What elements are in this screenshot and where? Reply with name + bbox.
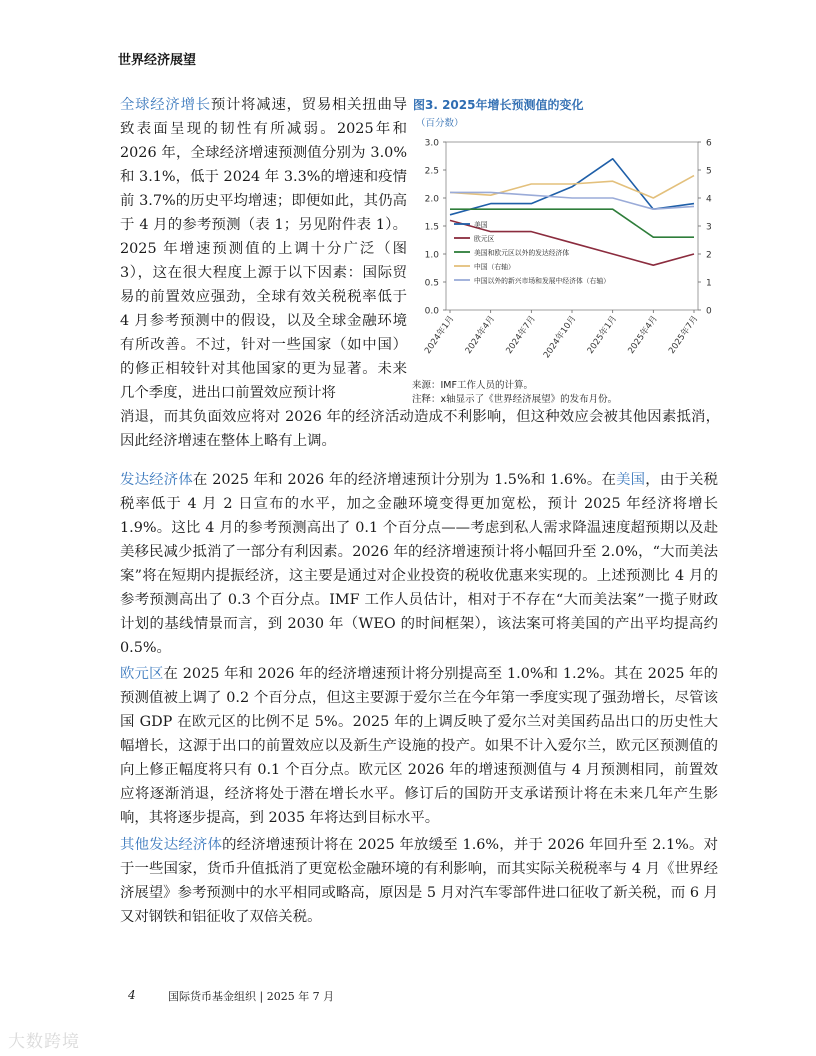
keyword-advanced-economies: 发达经济体 (120, 472, 193, 488)
figure-title: 图3. 2025年增长预测值的变化 (413, 98, 584, 112)
legend-label: 中国（右轴） (474, 263, 515, 271)
left-tick-label: 2.5 (424, 166, 439, 177)
figure-note: 注释：x轴显示了《世界经济展望》的发布月份。 (412, 394, 618, 405)
paragraph-text: 在 2025 年和 2026 年的经济增速预计将分别提高至 1.0%和 1.2%。其在 2025 年的预测值被上调了 0.2 个百分点，但这主要源于爱尔兰在今年第一季度实现了强劲增长，尽管该国 GDP 在欧元区的比例不足 5%。2025 年的上调反映了爱尔兰对美国药品出口的历史性大幅增长，这源于出口的前置效应以及新生产设施的投产。如果不计入爱尔兰，欧元区预测值的向上修正幅度将只有 0.1 个百分点。欧元区 2026 年的增速预测值与 4 月预测相同，前置效应将逐渐消退，经济将处于潜在增长水平。修订后的国防开支承诺预计将在未来几年产生影响，其将逐步提高，到 2035 年将达到目标水平。 (120, 666, 718, 826)
paragraph-global-growth (120, 93, 407, 405)
x-tick-label: 2025年4月 (626, 313, 660, 356)
figure-subtitle: （百分数） (416, 118, 464, 129)
left-tick-label: 3.0 (424, 138, 439, 149)
paragraph-text: ，由于关税税率低于 4 月 2 日宣布的水平，加之金融环境变得更加宽松，预计 2025 年经济将增长 1.9%。这比 4 月的参考预测高出了 0.1 个百分点——考虑到私人需求降温速度超预期以及赴美移民减少抵消了一部分有利因素。2026 年的经济增速预计将小幅回升至 2.0%，“大而美法案”将在短期内提振经济，这主要是通过对企业投资的税收优惠来实现的。上述预测比 4 月的参考预测高出了 0.3 个百分点。IMF 工作人员估计，相对于不存在“大而美法案”一揽子财政计划的基线情景而言，到 2030 年（WEO 的时间框架），该法案可将美国的产出平均提高约 0.5%。 (120, 472, 718, 656)
paragraph-advanced-economies (120, 468, 718, 660)
x-tick-label: 2024年10月 (541, 313, 579, 361)
keyword-euro-area: 欧元区 (120, 666, 164, 682)
paragraph-text: 在 2025 年和 2026 年的经济增速预计分别为 1.5%和 1.6%。在 (192, 472, 617, 488)
series-line (450, 159, 694, 215)
right-tick-label: 5 (706, 166, 712, 177)
right-tick-label: 6 (706, 138, 712, 149)
left-tick-label: 2.0 (424, 194, 439, 205)
figure-source: 来源：IMF工作人员的计算。 (412, 380, 533, 391)
left-tick-label: 1.5 (424, 222, 439, 233)
legend-label: 中国以外的新兴市场和发展中经济体（右轴） (474, 277, 610, 285)
footer-text: 国际货币基金组织 | 2025 年 7 月 (168, 990, 335, 1003)
legend-label: 美国和欧元区以外的发达经济体 (474, 249, 570, 257)
x-tick-label: 2024年1月 (423, 313, 457, 356)
x-tick-label: 2025年1月 (585, 313, 620, 356)
paragraph-text: 预计将减速，贸易相关扭曲导致表面呈现的韧性有所减弱。2025年和 2026 年，全球经济增速预测值分别为 3.0%和 3.1%，低于 2024 年 3.3%的增速和疫情前 3.7%的历史平均增速；即便如此，其仍高于 4 月的参考预测（表 1；另见附件表 1）。2025 年增速预测值的上调十分广泛（图 3），这在很大程度上源于以下因素：国际贸易的前置效应强劲，全球有效关税税率低于 4 月参考预测中的假设，以及全球金融环境有所改善。不过，针对一些国家（如中国）的修正相较针对其他国家的更为显著。未来几个季度，进出口前置效应预计将 (120, 97, 407, 401)
paragraph-euro-area (120, 662, 718, 830)
legend-label: 欧元区 (474, 235, 495, 243)
running-header: 世界经济展望 (118, 53, 197, 68)
watermark: 大数跨境 (8, 1032, 80, 1052)
paragraph-global-growth-continued: 消退，而其负面效应将对 2026 年的经济活动造成不利影响，但这种效应会被其他因素抵消，因此经济增速在整体上略有上调。 (120, 409, 720, 449)
right-tick-label: 3 (706, 222, 712, 233)
keyword-united-states: 美国 (616, 472, 646, 488)
page-number: 4 (128, 988, 136, 1002)
x-tick-label: 2025年7月 (667, 313, 701, 356)
keyword-global-growth: 全球经济增长 (120, 97, 211, 113)
x-tick-label: 2024年7月 (504, 313, 538, 356)
right-tick-label: 2 (706, 250, 712, 261)
paragraph-other-advanced (120, 833, 718, 929)
legend-label: 美国 (474, 221, 488, 229)
paragraph-text: 的经济增速预计将在 2025 年放缓至 1.6%，并于 2026 年回升至 2.1%。对于一些国家，货币升值抵消了更宽松金融环境的有利影响，而其实际关税税率与 4 月《世界经济展望》参考预测中的水平相同或略高，原因是 5 月对汽车零部件进口征收了新关税，而 6 月又对钢铁和铝征收了双倍关税。 (120, 837, 718, 925)
left-tick-label: 0.0 (424, 306, 439, 317)
keyword-other-advanced: 其他发达经济体 (120, 837, 223, 853)
x-tick-label: 2024年4月 (463, 313, 498, 356)
line-chart (410, 126, 720, 376)
right-tick-label: 4 (706, 194, 712, 205)
right-tick-label: 1 (706, 278, 712, 289)
right-tick-label: 0 (706, 306, 712, 317)
left-tick-label: 0.5 (424, 278, 439, 289)
left-tick-label: 1.0 (424, 250, 439, 261)
